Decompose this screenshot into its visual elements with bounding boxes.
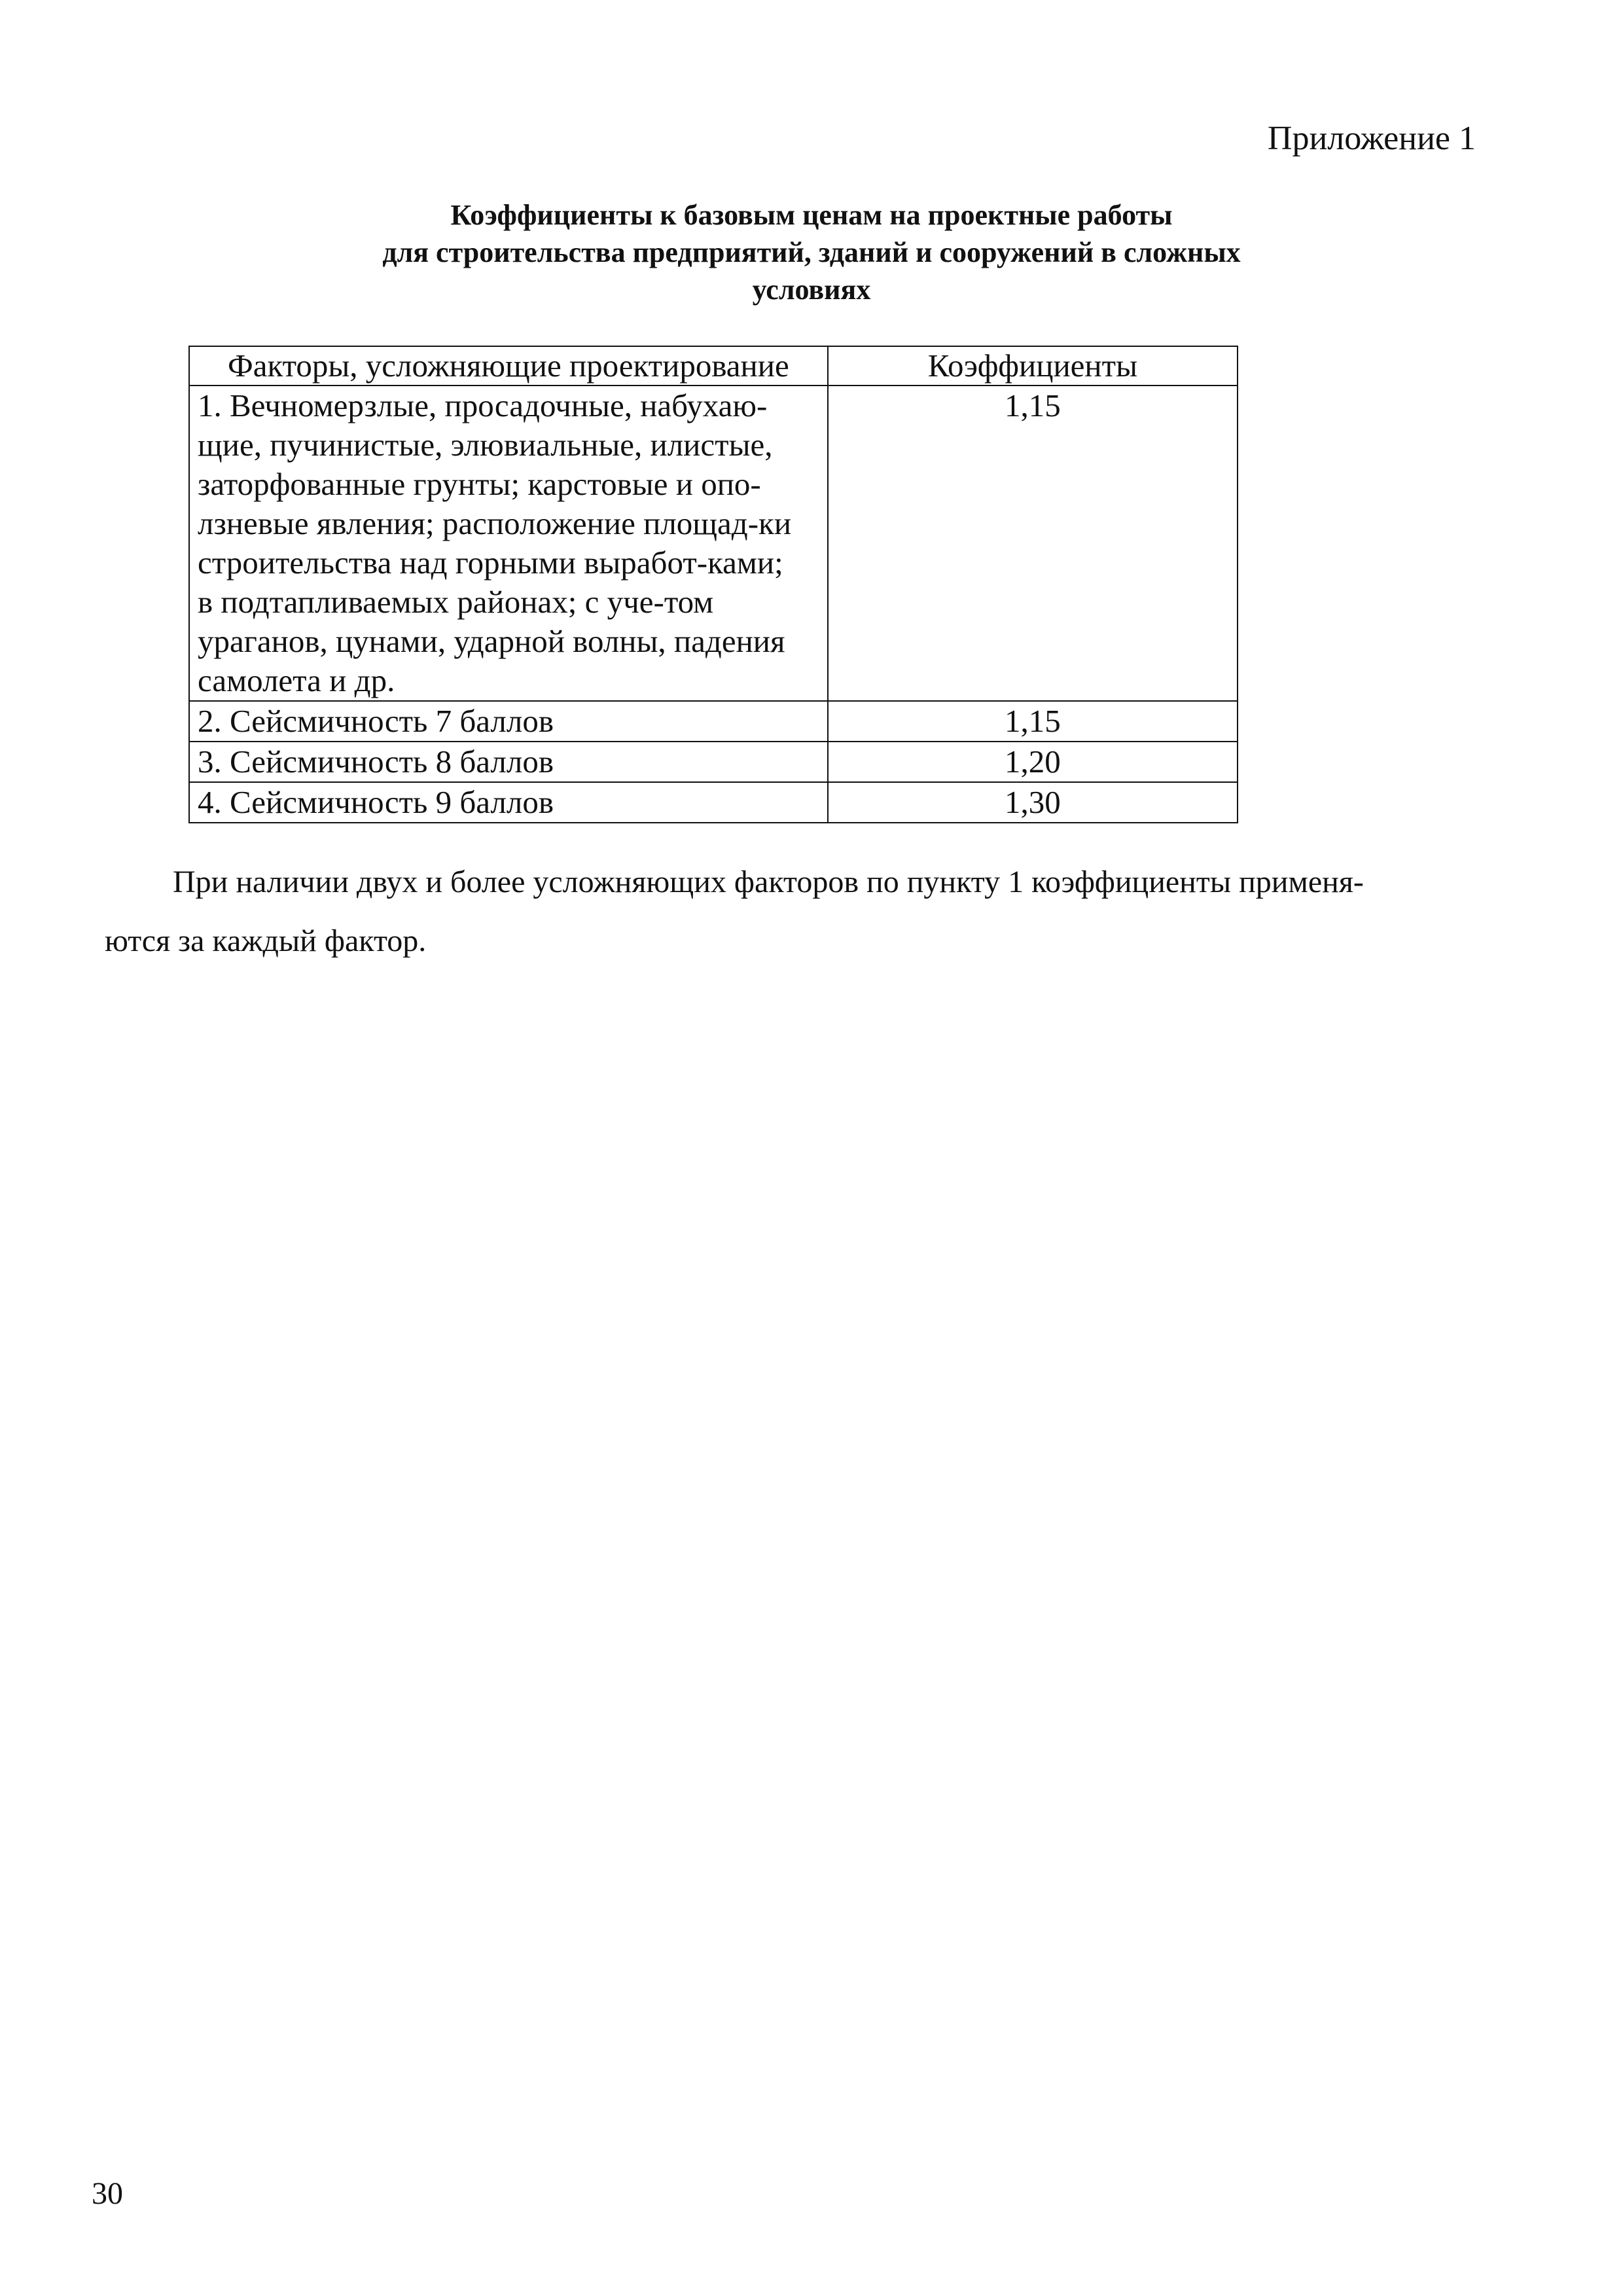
factor-line: в подтапливаемых районах; с уче-том xyxy=(198,584,714,620)
factor-line: ураганов, цунами, ударной волны, падения xyxy=(198,623,785,659)
coefficients-table xyxy=(188,346,1238,823)
factor-cell xyxy=(189,701,828,742)
note-paragraph xyxy=(105,853,1472,971)
factor-line: 3. Сейсмичность 8 баллов xyxy=(198,744,554,780)
coefficient-cell: 1,20 xyxy=(828,742,1238,782)
factor-line: 4. Сейсмичность 9 баллов xyxy=(198,784,554,820)
title-line: условиях xyxy=(752,274,871,306)
document-title xyxy=(288,196,1335,308)
factor-line: лзневые явления; расположение площад-ки xyxy=(198,505,792,541)
factor-line: заторфованные грунты; карстовые и опо- xyxy=(198,466,761,502)
factor-cell xyxy=(189,782,828,823)
table-row xyxy=(189,782,1238,823)
table-row xyxy=(189,701,1238,742)
title-line: для строительства предприятий, зданий и сооружений в сложных xyxy=(382,236,1241,268)
coefficient-cell: 1,30 xyxy=(828,782,1238,823)
note-line: ются за каждый фактор. xyxy=(105,924,427,958)
header-coefficients: Коэффициенты xyxy=(828,346,1238,386)
factor-line: самолета и др. xyxy=(198,662,395,698)
factor-line: 2. Сейсмичность 7 баллов xyxy=(198,703,554,739)
factor-cell xyxy=(189,742,828,782)
header-factors: Факторы, усложняющие проектирование xyxy=(189,346,828,386)
factor-line: строительства над горными выработ-ками; xyxy=(198,545,783,581)
coefficient-cell: 1,15 xyxy=(828,701,1238,742)
title-line: Коэффициенты к базовым ценам на проектные работы xyxy=(450,199,1173,231)
note-line: При наличии двух и более усложняющих факторов по пункту 1 коэффициенты применя- xyxy=(173,865,1364,899)
factor-line: щие, пучинистые, элювиальные, илистые, xyxy=(198,427,773,463)
coefficient-cell: 1,15 xyxy=(828,386,1238,701)
factor-line: 1. Вечномерзлые, просадочные, набухаю- xyxy=(198,387,768,423)
appendix-label: Приложение 1 xyxy=(1267,120,1476,157)
table-row xyxy=(189,742,1238,782)
table-row xyxy=(189,386,1238,701)
table-header-row xyxy=(189,346,1238,386)
page-number: 30 xyxy=(92,2176,123,2211)
factor-cell xyxy=(189,386,828,701)
